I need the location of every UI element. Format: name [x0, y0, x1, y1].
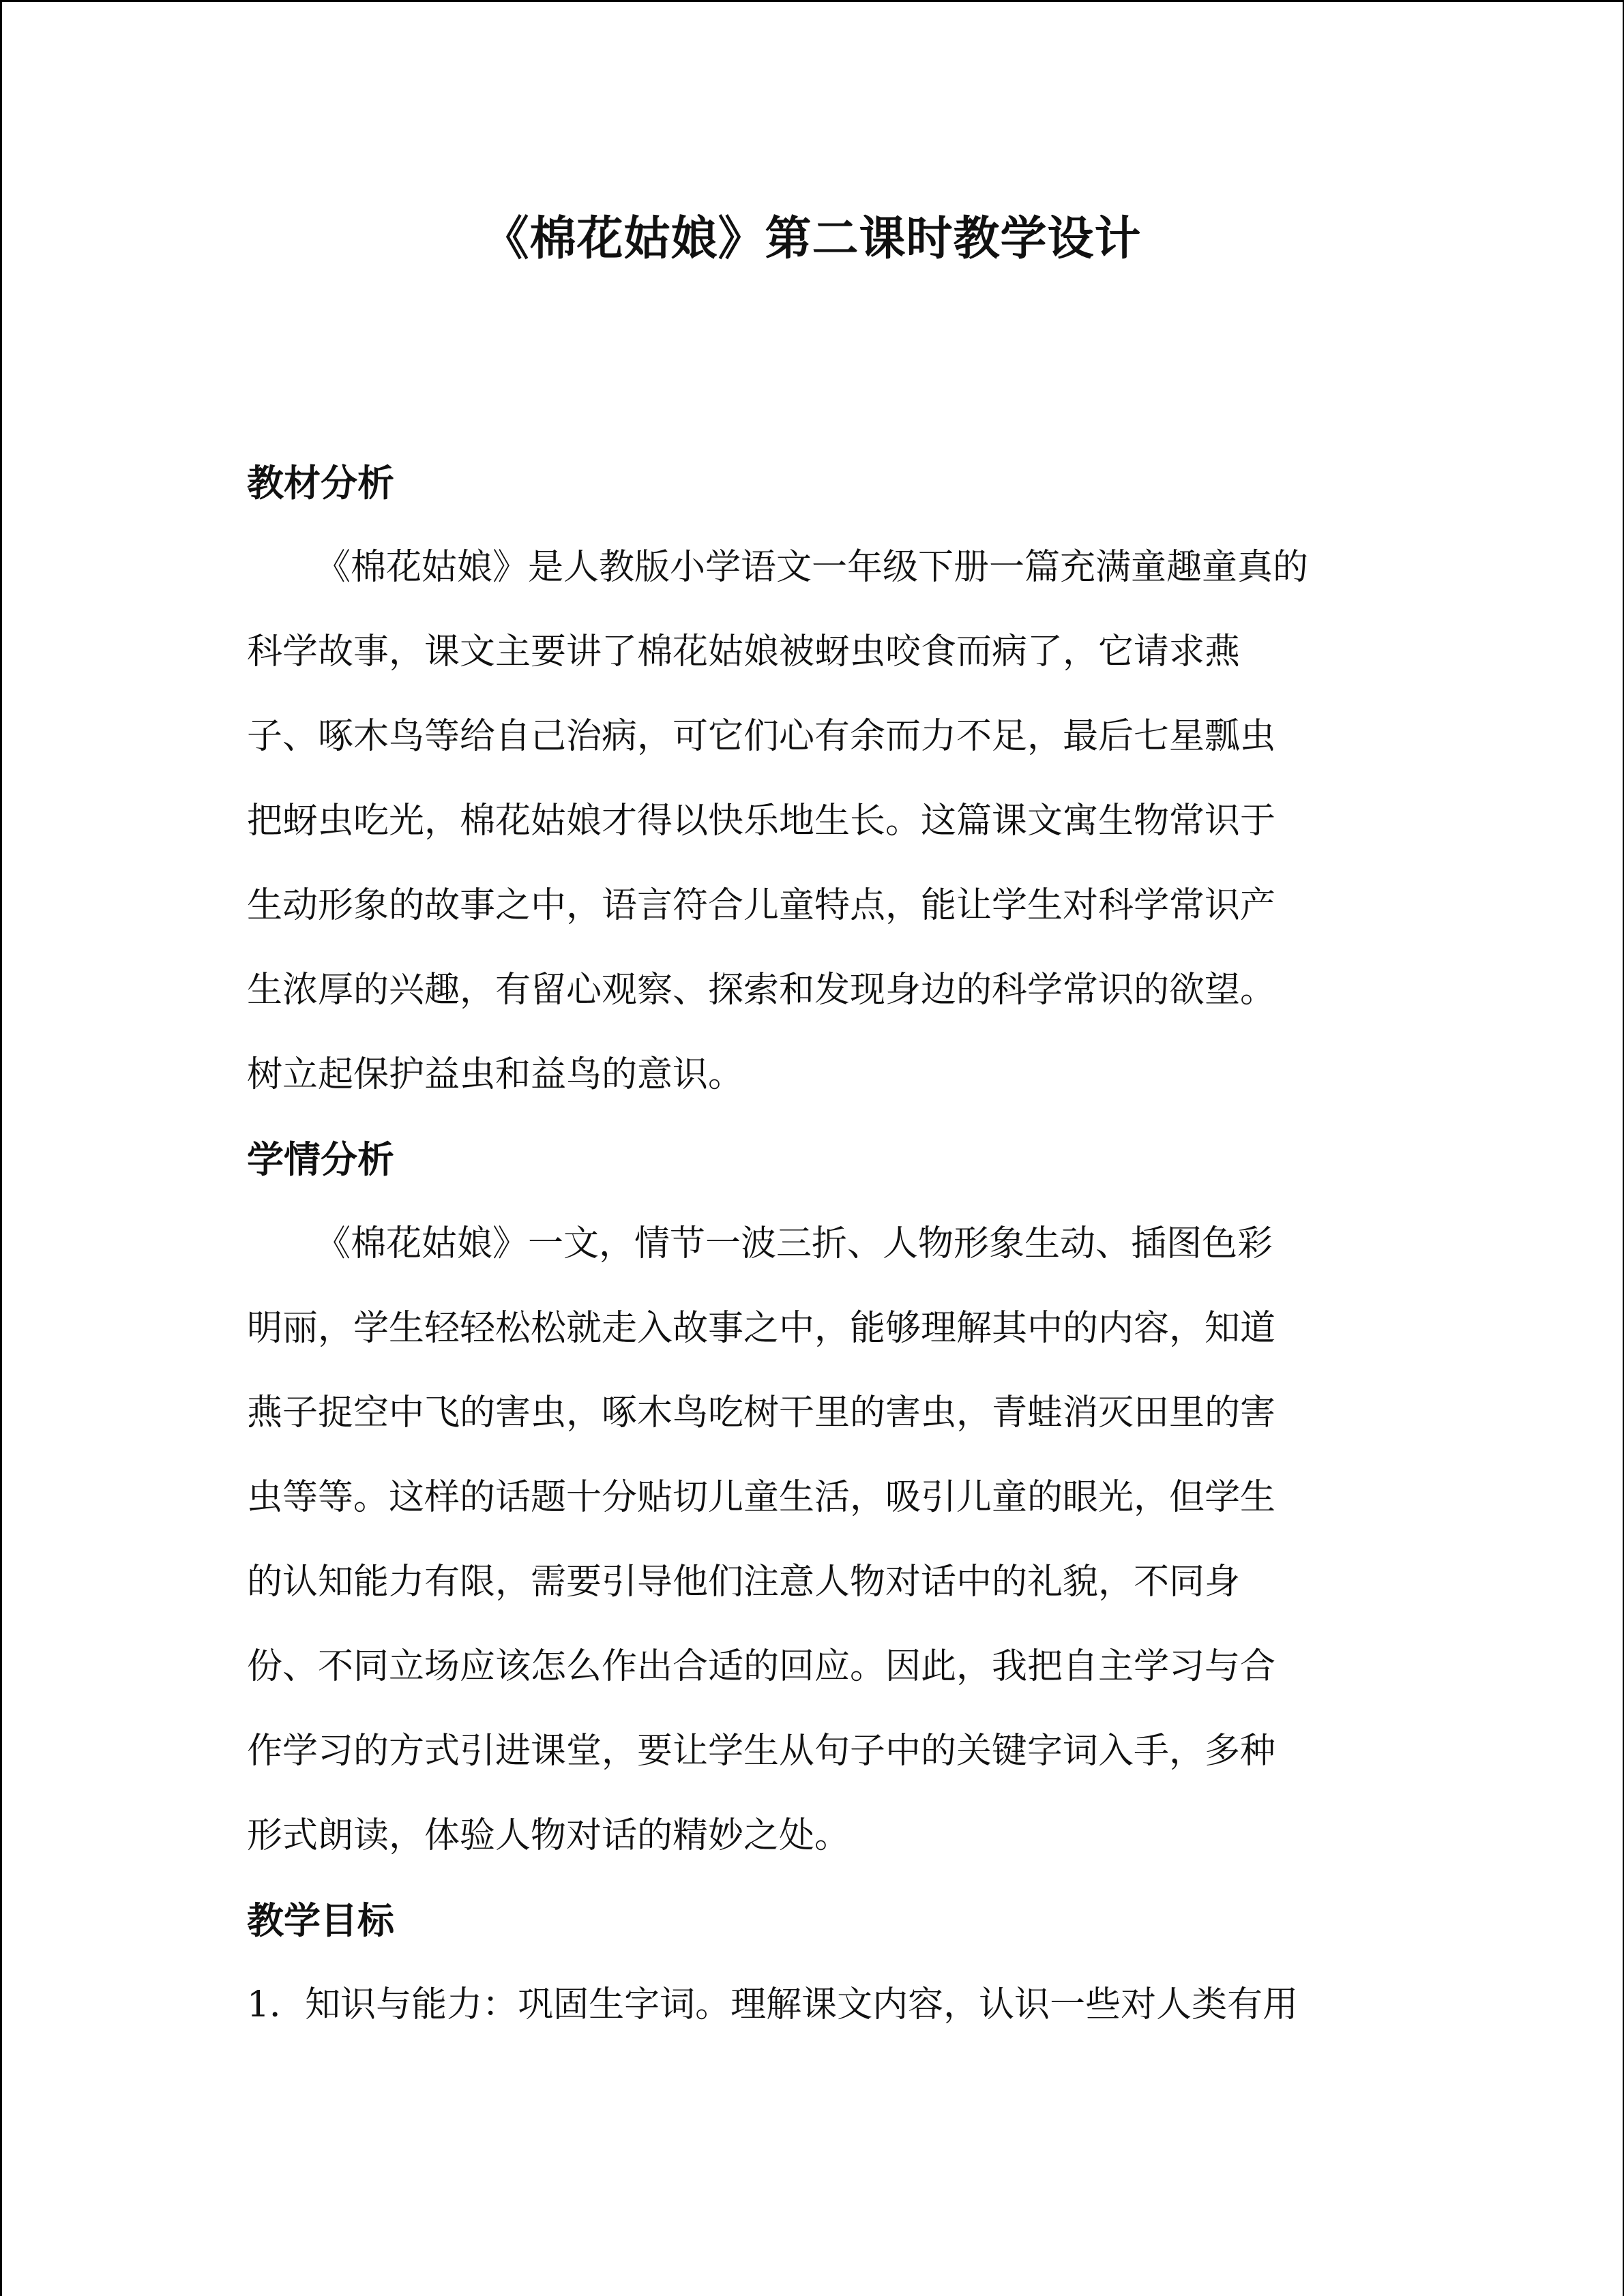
paragraph-line: 《棉花姑娘》是人教版小学语文一年级下册一篇充满童趣童真的 [315, 547, 1309, 588]
paragraph-line: 树立起保护益虫和益鸟的意识。 [247, 1054, 744, 1095]
section-heading-textbook-analysis: 教材分析 [247, 461, 394, 505]
paragraph-line: 生浓厚的兴趣，有留心观察、探索和发现身边的科学常识的欲望。 [247, 970, 1276, 1011]
paragraph-line: 子、啄木鸟等给自己治病，可它们心有余而力不足，最后七星瓢虫 [247, 716, 1276, 757]
paragraph-line: 燕子捉空中飞的害虫，啄木鸟吃树干里的害虫，青蛙消灭田里的害 [247, 1392, 1276, 1433]
page-border-left [0, 0, 2, 2296]
paragraph-line: 作学习的方式引进课堂，要让学生从句子中的关键字词入手，多种 [247, 1731, 1276, 1772]
page-border-top [0, 0, 1624, 2]
paragraph-line: 形式朗读，体验人物对话的精妙之处。 [247, 1815, 851, 1856]
paragraph-line: 科学故事，课文主要讲了棉花姑娘被蚜虫咬食而病了，它请求燕 [247, 631, 1241, 672]
section-heading-teaching-goals: 教学目标 [247, 1898, 394, 1942]
paragraph-line: 把蚜虫吃光，棉花姑娘才得以快乐地生长。这篇课文寓生物常识于 [247, 801, 1276, 841]
paragraph-line: 生动形象的故事之中，语言符合儿童特点，能让学生对科学常识产 [247, 885, 1276, 926]
paragraph-line: 的认知能力有限，需要引导他们注意人物对话中的礼貌，不同身 [247, 1562, 1241, 1602]
section-heading-student-analysis: 学情分析 [247, 1137, 394, 1181]
paragraph-line: 明丽，学生轻轻松松就走入故事之中，能够理解其中的内容，知道 [247, 1308, 1276, 1349]
paragraph-line: 《棉花姑娘》一文，情节一波三折、人物形象生动、插图色彩 [315, 1223, 1273, 1264]
document-body [247, 456, 1379, 2062]
paragraph-line: 虫等等。这样的话题十分贴切儿童生活，吸引儿童的眼光，但学生 [247, 1477, 1276, 1518]
document-title: 《棉花姑娘》第二课时教学设计 [482, 211, 1142, 266]
paragraph-line: 份、不同立场应该怎么作出合适的回应。因此，我把自主学习与合 [247, 1646, 1276, 1687]
goal-line: 1．知识与能力：巩固生字词。理解课文内容，认识一些对人类有用 [247, 1984, 1299, 2025]
